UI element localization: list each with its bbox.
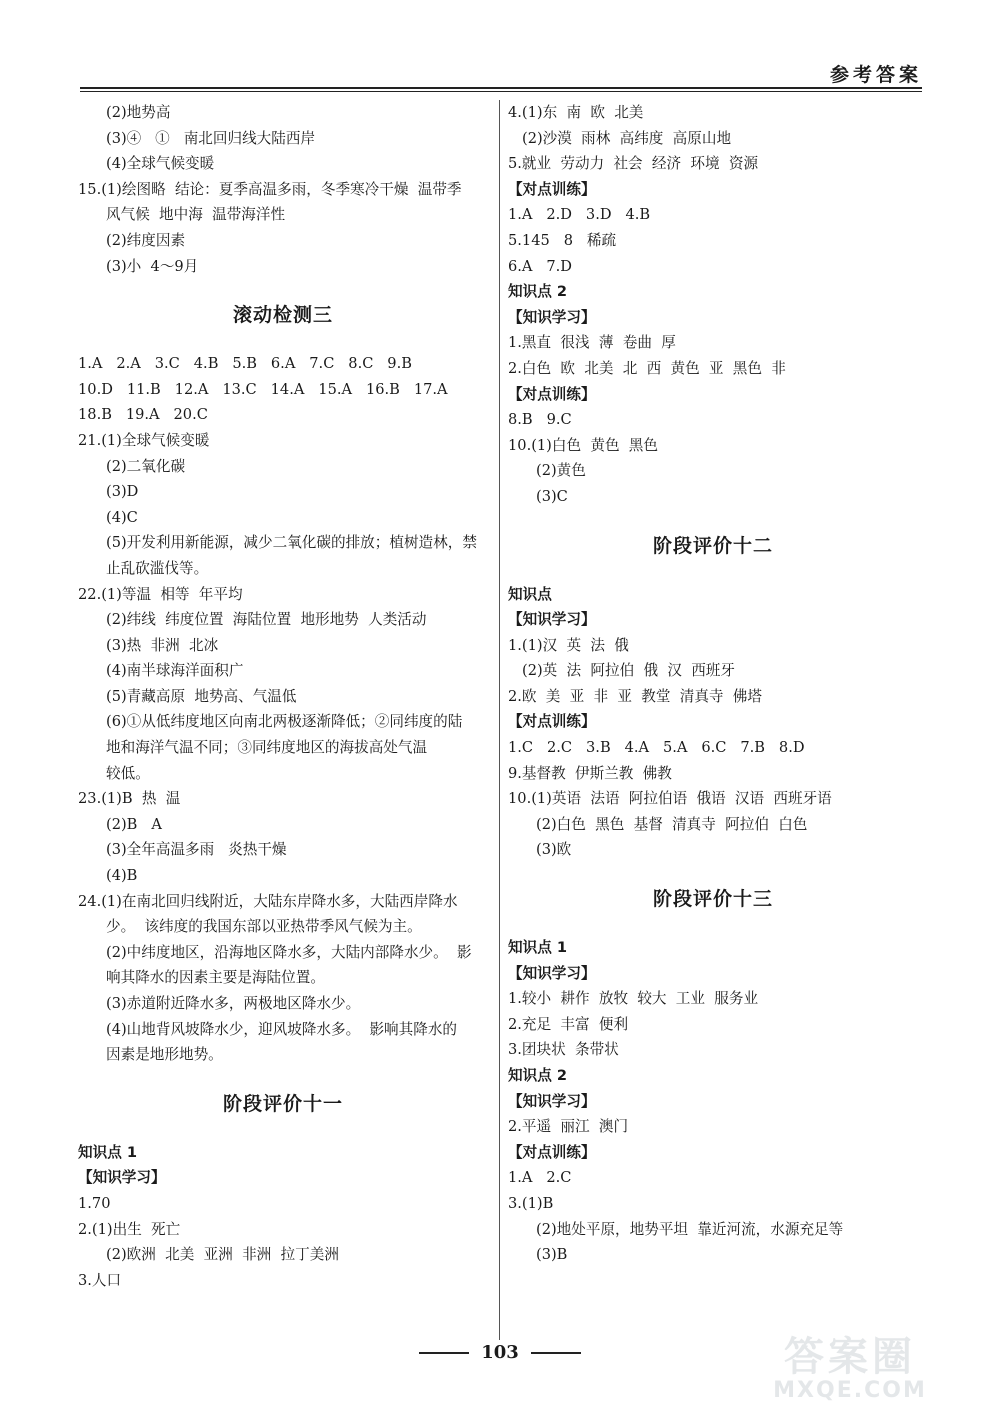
section-heading: 阶段评价十二	[652, 534, 773, 557]
answer-line: 3.(1)B	[508, 1194, 554, 1212]
answer-line: (4)全球气候变暖	[106, 155, 215, 173]
left-column	[78, 100, 488, 1293]
answer-line: 少。 该纬度的我国东部以亚热带季风气候为主。	[106, 918, 422, 936]
section-heading: 阶段评价十一	[222, 1092, 343, 1115]
answer-line: (3)④ ① 南北回归线大陆西岸	[106, 129, 316, 147]
answer-line: 1.A 2.A 3.C 4.B 5.B 6.A 7.C 8.C 9.B	[78, 355, 412, 373]
answer-line: (3)热 非洲 北冰	[106, 636, 219, 654]
section-label: 【知识学习】	[508, 611, 596, 629]
answer-line: 22.(1)等温 相等 年平均	[78, 585, 243, 603]
page-header-title: 参考答案	[829, 64, 922, 86]
section-label: 【对点训练】	[508, 385, 596, 403]
answer-line: 1.A 2.D 3.D 4.B	[508, 206, 651, 224]
section-label: 知识点	[508, 585, 552, 603]
answer-line: (2)沙漠 雨林 高纬度 高原山地	[522, 129, 732, 147]
answer-line: 10.D 11.B 12.A 13.C 14.A 15.A 16.B 17.A	[78, 380, 448, 398]
section-label: 知识点 2	[508, 1067, 568, 1084]
answer-line: (2)白色 黑色 基督 清真寺 阿拉伯 白色	[536, 815, 808, 833]
section-label: 【知识学习】	[508, 1092, 596, 1110]
answer-line: 15.(1)绘图略 结论：夏季高温多雨，冬季寒冷干燥 温带季	[78, 180, 462, 198]
section-label: 【知识学习】	[508, 308, 596, 326]
answer-line: (3)全年高温多雨 炎热干燥	[106, 841, 287, 859]
answer-line: 1.黑直 很浅 薄 卷曲 厚	[508, 334, 676, 352]
answer-line: (4)B	[106, 867, 138, 885]
answer-line: 5.就业 劳动力 社会 经济 环境 资源	[508, 155, 759, 173]
right-column	[508, 100, 918, 1268]
answer-line: (3)赤道附近降水多，两极地区降水少。	[106, 995, 361, 1012]
answer-line: 1.C 2.C 3.B 4.A 5.A 6.C 7.B 8.D	[508, 739, 805, 757]
section-label: 【对点训练】	[508, 180, 596, 198]
answer-line: 3.人口	[78, 1271, 122, 1289]
answer-line: (3)小 4～9月	[106, 257, 199, 275]
answer-line: (5)青藏高原 地势高、气温低	[106, 687, 297, 705]
answer-line: (2)B A	[106, 815, 162, 833]
answer-line: 21.(1)全球气候变暖	[78, 431, 210, 449]
answer-line: (6)①从低纬度地区向南北两极逐渐降低；②同纬度的陆	[106, 713, 463, 731]
footer-ornament-right	[531, 1352, 581, 1354]
section-heading: 阶段评价十三	[652, 888, 773, 911]
answer-line: (2)英 法 阿拉伯 俄 汉 西班牙	[522, 662, 735, 680]
answer-line: (2)地处平原，地势平坦 靠近河流，水源充足等	[536, 1220, 844, 1238]
watermark-logo	[770, 1335, 930, 1405]
answer-line: 响其降水的因素主要是海陆位置。	[106, 969, 325, 987]
answer-line: 2.(1)出生 死亡	[78, 1220, 181, 1238]
watermark-line2: MXQE.COM	[773, 1378, 927, 1403]
section-label: 知识点 1	[508, 939, 568, 957]
answer-line: 18.B 19.A 20.C	[78, 406, 208, 424]
answer-line: (3)欧	[536, 841, 572, 859]
answer-line: 2.平遥 丽江 澳门	[508, 1118, 629, 1136]
footer-ornament-left	[419, 1352, 469, 1354]
answer-line: 24.(1)在南北回归线附近，大陆东岸降水多，大陆西岸降水	[78, 892, 458, 910]
answer-line: (2)中纬度地区，沿海地区降水多，大陆内部降水少。 影	[106, 943, 472, 961]
answer-line: (4)南半球海洋面积广	[106, 662, 244, 680]
answer-line: (2)黄色	[536, 462, 586, 480]
section-label: 【知识学习】	[78, 1169, 166, 1187]
answer-line: 2.白色 欧 北美 北 西 黄色 亚 黑色 非	[508, 359, 786, 377]
answer-line: 因素是地形地势。	[106, 1046, 223, 1064]
answer-line: (4)山地背风坡降水少，迎风坡降水多。 影响其降水的	[106, 1020, 458, 1038]
answer-line: 4.(1)东 南 欧 北美	[508, 104, 644, 121]
answer-line: 止乱砍滥伐等。	[106, 559, 209, 577]
answer-line: 9.基督教 伊斯兰教 佛教	[508, 764, 672, 782]
section-label: 【知识学习】	[508, 964, 596, 982]
answer-line: 风气候 地中海 温带海洋性	[106, 206, 286, 224]
answer-line: 1.A 2.C	[508, 1169, 572, 1187]
answer-line: 10.(1)英语 法语 阿拉伯语 俄语 汉语 西班牙语	[508, 790, 832, 808]
header-rule-thin	[80, 91, 922, 92]
answer-line: (2)欧洲 北美 亚洲 非洲 拉丁美洲	[106, 1246, 339, 1264]
section-label: 知识点 2	[508, 283, 568, 301]
section-label: 【对点训练】	[508, 713, 596, 731]
answer-line: 8.B 9.C	[508, 411, 572, 429]
answer-line: (3)B	[536, 1246, 568, 1264]
answer-line: 较低。	[106, 764, 150, 782]
header-rule	[80, 87, 922, 89]
watermark-line1: 答案圈	[784, 1334, 916, 1380]
answer-line: 2.欧 美 亚 非 亚 教堂 清真寺 佛塔	[508, 687, 762, 705]
answer-line: (3)D	[106, 483, 139, 501]
answer-line: (2)地势高	[106, 104, 171, 121]
answer-line: 1.较小 耕作 放牧 较大 工业 服务业	[508, 990, 759, 1008]
answer-line: (2)纬线 纬度位置 海陆位置 地形地势 人类活动	[106, 611, 427, 629]
answer-line: (3)C	[536, 487, 568, 505]
answer-line: (5)开发利用新能源，减少二氧化碳的排放；植树造林，禁	[106, 534, 477, 552]
answer-line: 23.(1)B 热 温	[78, 790, 181, 808]
answer-line: 10.(1)白色 黄色 黑色	[508, 436, 658, 454]
section-label: 知识点 1	[78, 1143, 138, 1161]
answer-line: 2.充足 丰富 便利	[508, 1015, 629, 1033]
answer-line: 1.70	[78, 1194, 111, 1212]
column-divider	[499, 100, 500, 1340]
section-label: 【对点训练】	[508, 1143, 596, 1161]
answer-line: 地和海洋气温不同；③同纬度地区的海拔高处气温	[106, 739, 428, 757]
answer-line: (4)C	[106, 508, 138, 526]
answer-line: 1.(1)汉 英 法 俄	[508, 636, 629, 654]
answer-line: 3.团块状 条带状	[508, 1041, 619, 1059]
answer-line: 5.145 8 稀疏	[508, 231, 617, 249]
answer-line: (2)二氧化碳	[106, 457, 186, 475]
answer-line: 6.A 7.D	[508, 257, 573, 275]
page-number: 103	[481, 1342, 519, 1363]
answer-line: (2)纬度因素	[106, 231, 186, 249]
section-heading: 滚动检测三	[232, 304, 333, 327]
